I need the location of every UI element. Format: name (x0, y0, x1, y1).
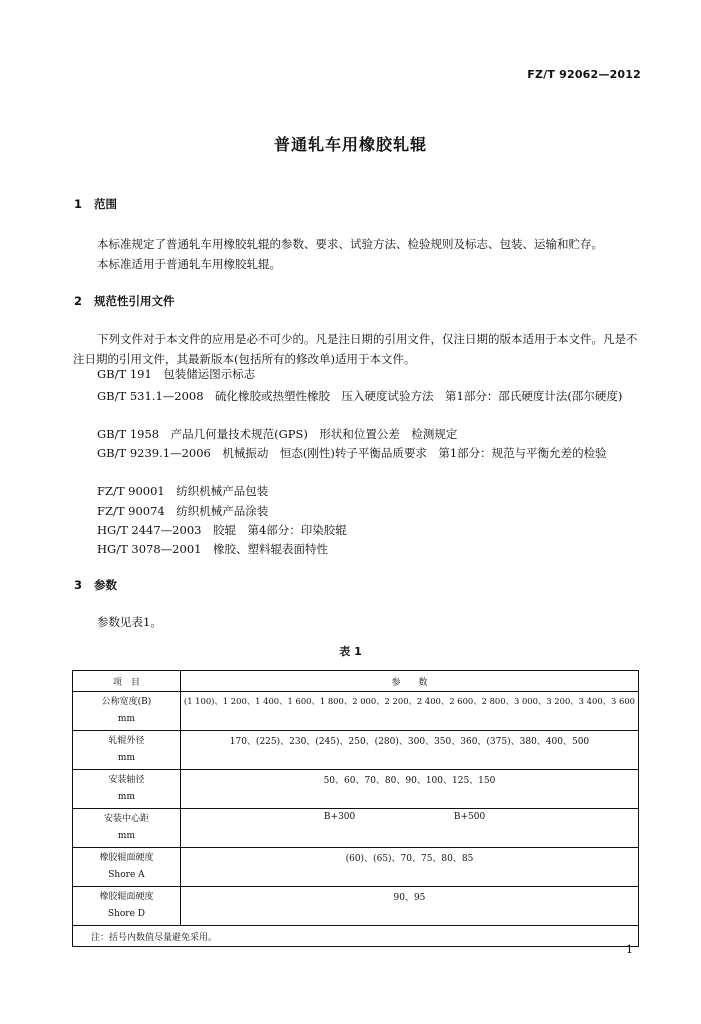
table-row (73, 887, 639, 926)
row-value: 50、60、70、80、90、100、125、150 (180, 770, 638, 809)
reference-item: GB/T 9239.1—2006 机械振动 恒态(刚性)转子平衡品质要求 第1部分：规范与平衡允差的检验 (97, 446, 607, 460)
section-3-heading (74, 577, 117, 593)
row-label-cell (73, 731, 181, 770)
table-note: 注：括号内数值尽量避免采用。 (73, 926, 639, 947)
row-value: (60)、(65)、70、75、80、85 (180, 848, 638, 887)
table-header-row (73, 671, 639, 692)
row-unit: mm (117, 831, 135, 841)
row-unit: mm (117, 753, 135, 763)
row-label-cell (73, 692, 181, 731)
reference-item: HG/T 3078—2001 橡胶、塑料辊表面特性 (97, 542, 328, 556)
reference-item: FZ/T 90001 纺织机械产品包装 (97, 484, 269, 498)
row-label-cell (73, 887, 181, 926)
row-label: 橡胶辊面硬度 (99, 853, 154, 863)
section-1-heading (74, 196, 117, 212)
header-item: 项 目 (73, 671, 181, 692)
row-label: 轧辊外径 (108, 736, 145, 746)
page-number: 1 (626, 943, 633, 956)
reference-item: HG/T 2447—2003 胶辊 第4部分：印染胶辊 (97, 523, 347, 537)
section-number: 3 (74, 578, 83, 592)
paragraph: 参数见表1。 (97, 615, 162, 629)
row-label: 橡胶辊面硬度 (99, 892, 154, 902)
table-caption: 表 1 (339, 645, 362, 658)
section-number: 1 (74, 197, 83, 211)
row-unit: mm (117, 792, 135, 802)
row-unit: Shore D (107, 909, 145, 919)
center-distance-left: B+300 (323, 812, 356, 822)
row-label-cell (73, 809, 181, 848)
row-label-cell (73, 770, 181, 809)
section-title: 规范性引用文件 (94, 294, 175, 308)
row-label: 安装中心距 (103, 814, 149, 824)
row-value: 90、95 (180, 887, 638, 926)
paragraph: 本标准规定了普通轧车用橡胶轧辊的参数、要求、试验方法、检验规则及标志、包装、运输和贮存。 (97, 237, 603, 251)
paragraph: 下列文件对于本文件的应用是必不可少的。凡是注日期的引用文件，仅注日期的版本适用于本文件。凡是不注日期的引用文件，其最新版本(包括所有的修改单)适用于本文件。 (73, 332, 638, 366)
center-distance-right: B+500 (453, 812, 486, 822)
table-row (73, 809, 639, 848)
row-value: 170、(225)、230、(245)、250、(280)、300、350、360、(375)、380、400、500 (180, 731, 638, 770)
reference-item: GB/T 191 包装储运图示标志 (97, 367, 256, 381)
row-label: 公称宽度(B) (101, 697, 152, 707)
table-row (73, 770, 639, 809)
document-title: 普通轧车用橡胶轧辊 (273, 135, 427, 154)
row-value-split (180, 809, 638, 848)
header-params: 参 数 (180, 671, 638, 692)
paragraph: 本标准适用于普通轧车用橡胶轧辊。 (97, 257, 281, 271)
row-label: 安装轴径 (108, 775, 145, 785)
row-unit: mm (117, 714, 135, 724)
table-row (73, 848, 639, 887)
reference-item: GB/T 531.1—2008 硫化橡胶或热塑性橡胶 压入硬度试验方法 第1部分：邵氏硬度计法(邵尔硬度) (97, 389, 623, 403)
section-number: 2 (74, 294, 83, 308)
row-unit: Shore A (108, 870, 145, 880)
section-title: 范围 (94, 197, 117, 211)
section-2-heading (74, 293, 175, 309)
section-title: 参数 (94, 578, 117, 592)
standard-code: FZ/T 92062—2012 (527, 68, 641, 81)
table-note-row (73, 926, 639, 947)
row-label-cell (73, 848, 181, 887)
parameters-table (72, 670, 639, 947)
reference-item: FZ/T 90074 纺织机械产品涂装 (97, 504, 269, 518)
row-value: (1 100)、1 200、1 400、1 600、1 800、2 000、2 200、2 400、2 600、2 800、3 000、3 200、3 400、3 600 (180, 692, 638, 731)
table-row (73, 731, 639, 770)
center-distance-values (184, 812, 635, 826)
table-row (73, 692, 639, 731)
reference-item: GB/T 1958 产品几何量技术规范(GPS) 形状和位置公差 检测规定 (97, 427, 458, 441)
